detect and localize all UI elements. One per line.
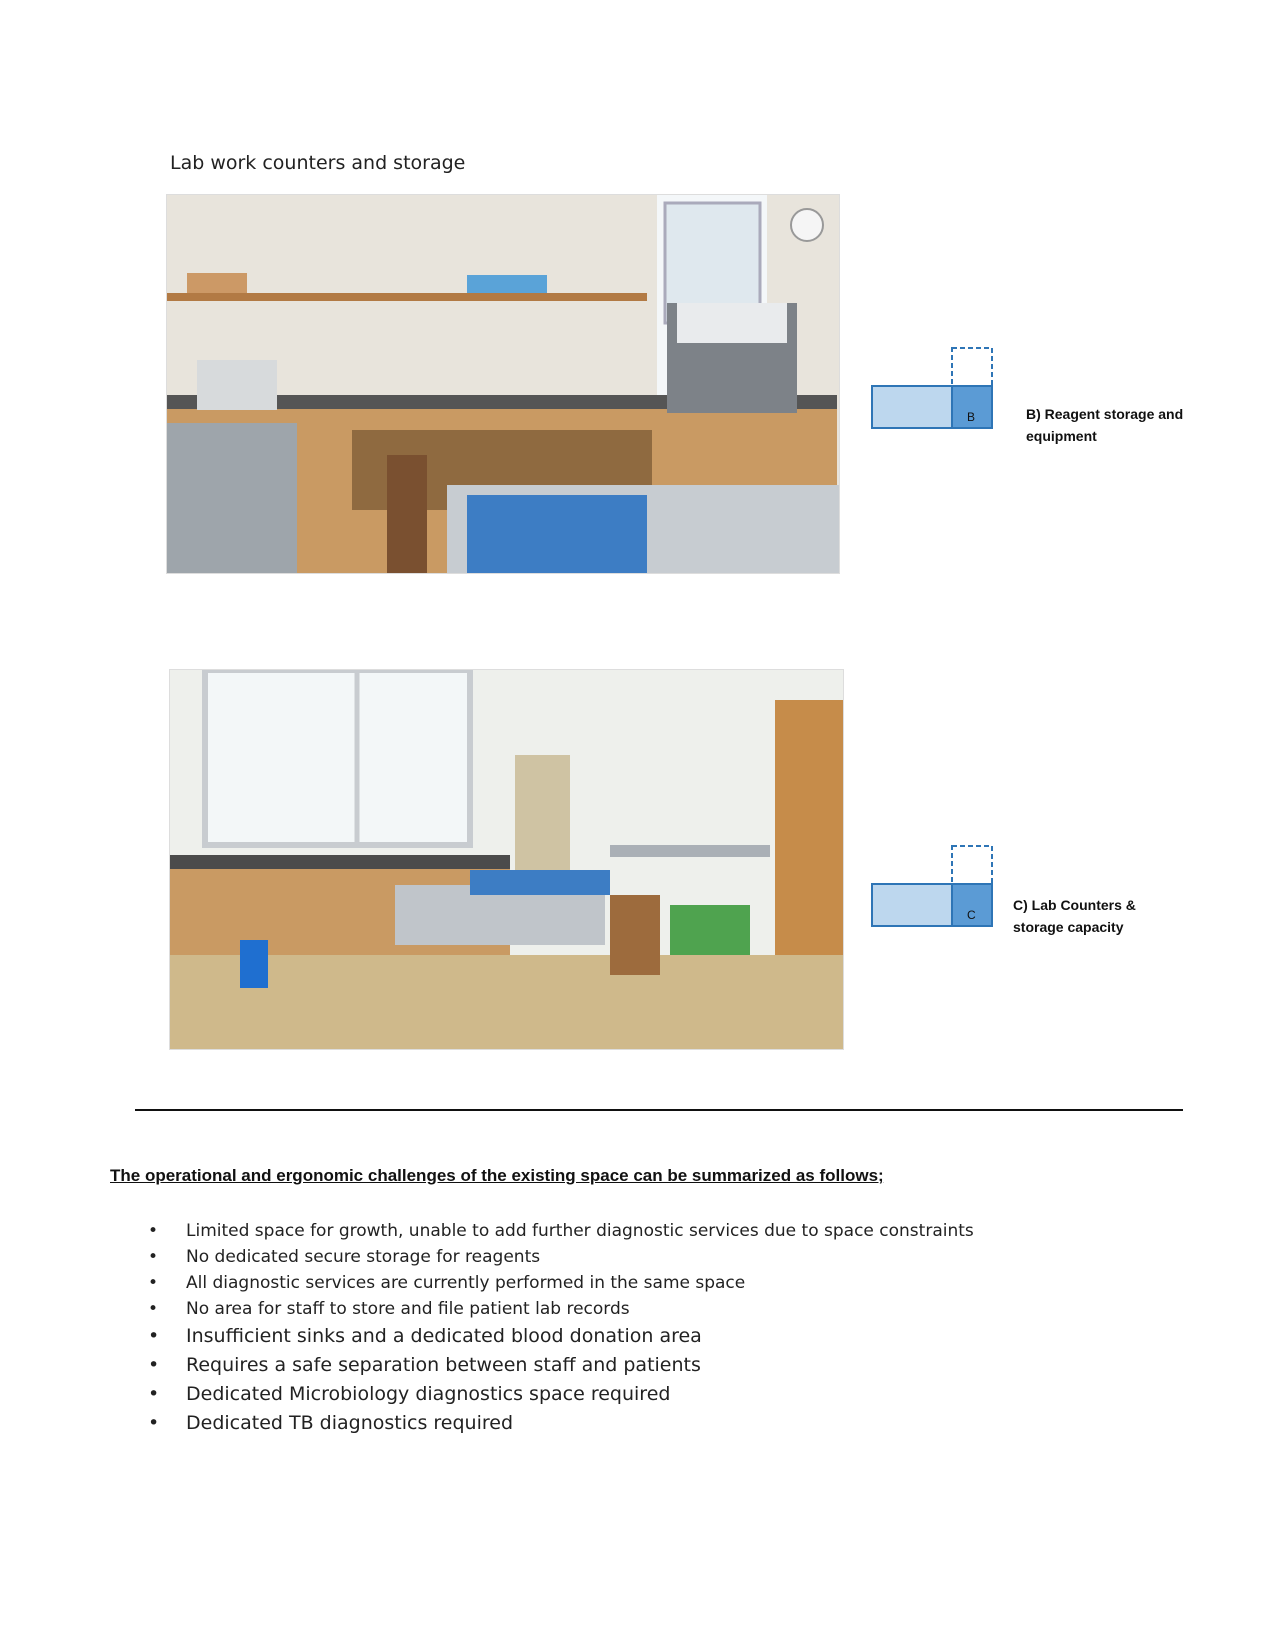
list-item-text: Dedicated TB diagnostics required xyxy=(186,1412,513,1434)
plan-label-c-line2: storage capacity xyxy=(1013,919,1124,935)
plan-label-b-line1: B) Reagent storage and xyxy=(1026,406,1184,422)
lab-photo-counters-storage xyxy=(166,194,840,574)
list-item-text: No area for staff to store and file patient lab records xyxy=(186,1299,630,1319)
horizontal-divider xyxy=(135,1109,1183,1111)
bullet-icon: • xyxy=(148,1325,160,1347)
list-item-text: No dedicated secure storage for reagents xyxy=(186,1247,541,1267)
lab-photo-window-counters xyxy=(169,669,844,1050)
bullet-icon: • xyxy=(148,1273,159,1293)
list-item-text: Limited space for growth, unable to add further diagnostic services due to space constraints xyxy=(186,1221,974,1241)
section-heading: Lab work counters and storage xyxy=(170,152,466,174)
list-item xyxy=(148,1270,1148,1296)
bullet-icon: • xyxy=(148,1383,160,1405)
bullet-icon: • xyxy=(148,1299,159,1319)
list-item-text: All diagnostic services are currently performed in the same space xyxy=(186,1273,746,1293)
bullet-icon: • xyxy=(148,1221,159,1241)
list-item-text: Requires a safe separation between staff and patients xyxy=(186,1354,701,1376)
list-item-text: Insufficient sinks and a dedicated blood donation area xyxy=(186,1325,702,1347)
plan-label-b-line2: equipment xyxy=(1026,428,1097,444)
plan-marker-c: C xyxy=(967,908,976,922)
floor-plan-diagram-c xyxy=(870,844,995,929)
bullet-icon: • xyxy=(148,1354,160,1376)
list-item xyxy=(148,1380,1148,1409)
list-item xyxy=(148,1351,1148,1380)
list-item-text: Dedicated Microbiology diagnostics space required xyxy=(186,1383,671,1405)
plan-marker-b: B xyxy=(967,410,976,424)
bullet-icon: • xyxy=(148,1247,159,1267)
floor-plan-diagram-b xyxy=(870,346,995,431)
challenges-list xyxy=(148,1218,1148,1438)
list-item xyxy=(148,1322,1148,1351)
plan-label-c-line1: C) Lab Counters & xyxy=(1013,897,1136,913)
list-item xyxy=(148,1244,1148,1270)
plan-label-b xyxy=(1026,403,1183,447)
challenges-title: The operational and ergonomic challenges of the existing space can be summarized as follows; xyxy=(110,1166,884,1185)
bullet-icon: • xyxy=(148,1412,160,1434)
plan-label-c xyxy=(1013,894,1136,938)
list-item xyxy=(148,1296,1148,1322)
list-item xyxy=(148,1409,1148,1438)
list-item xyxy=(148,1218,1148,1244)
